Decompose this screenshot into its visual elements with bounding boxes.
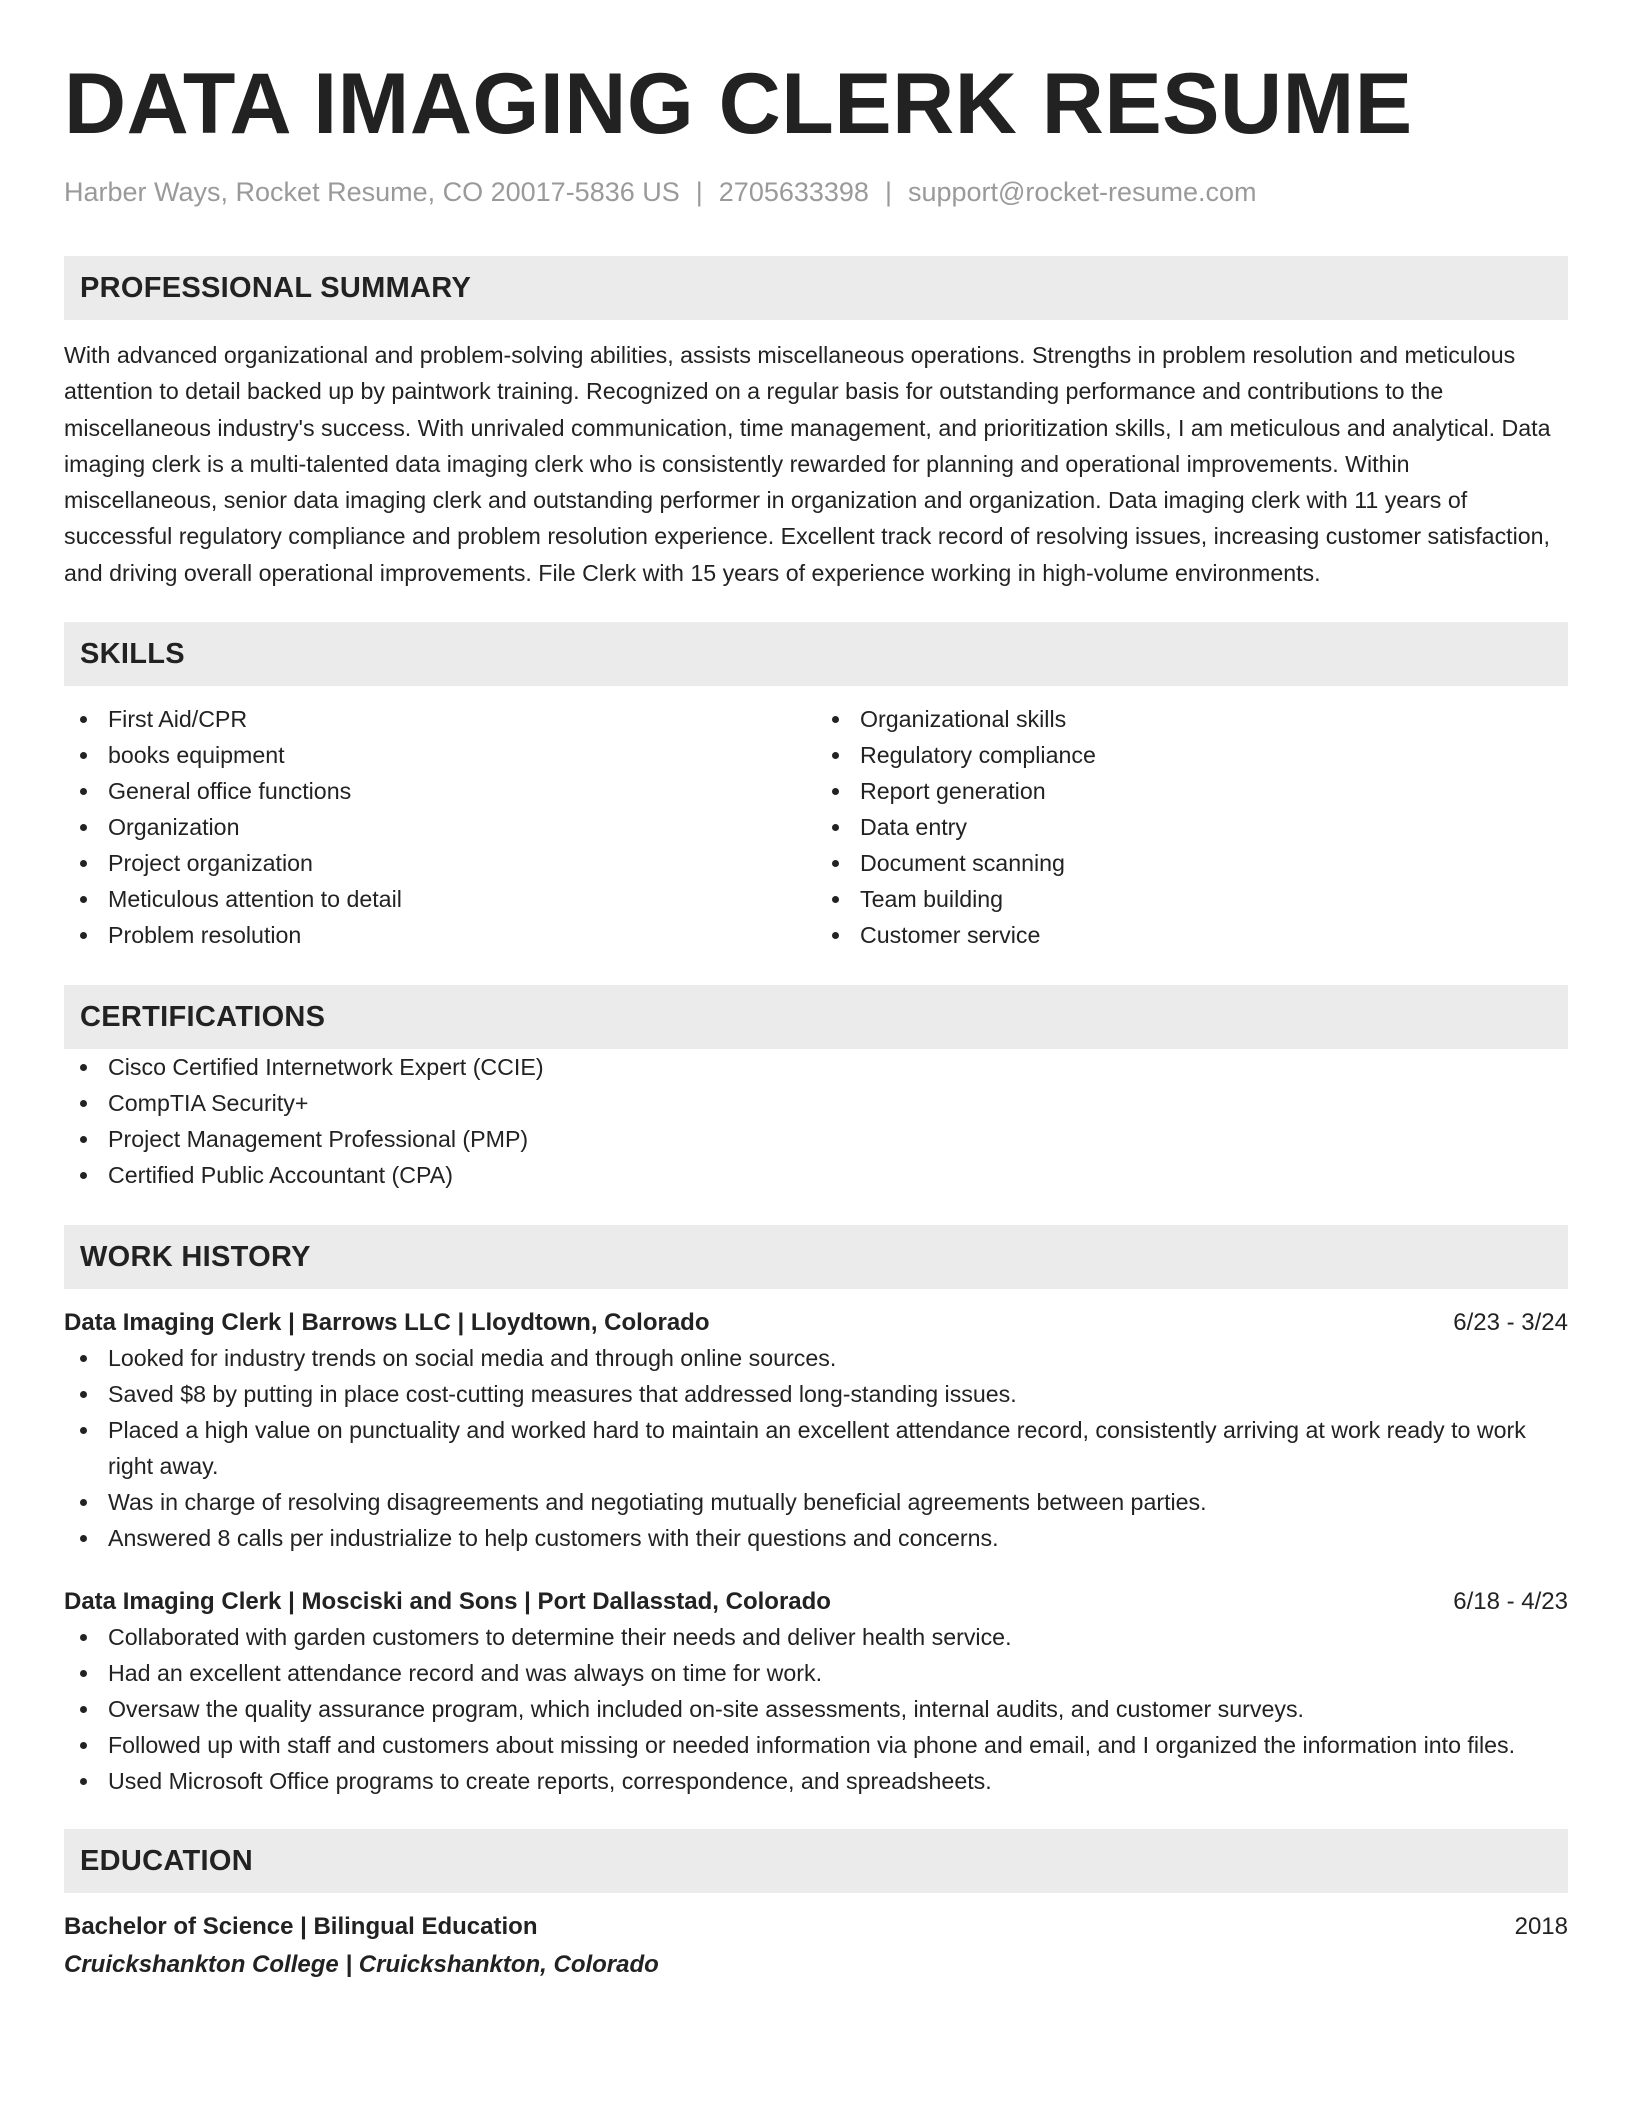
job-entry (64, 1306, 1568, 1556)
skills-list-right (816, 701, 1568, 953)
certification-item: Cisco Certified Internetwork Expert (CCIE) (64, 1049, 1568, 1085)
job-duty-item: Saved $8 by putting in place cost-cutting measures that addressed long-standing issues. (64, 1376, 1568, 1412)
skills-heading: SKILLS (64, 622, 1568, 686)
certification-item: CompTIA Security+ (64, 1085, 1568, 1121)
education-degree: Bachelor of Science | Bilingual Education (64, 1913, 538, 1941)
skill-item: Document scanning (816, 845, 1568, 881)
contact-phone: 2705633398 (718, 177, 869, 207)
job-entry (64, 1585, 1568, 1799)
skill-item: Team building (816, 881, 1568, 917)
job-duty-item: Was in charge of resolving disagreements and negotiating mutually beneficial agreements between parties. (64, 1484, 1568, 1520)
skill-item: Meticulous attention to detail (64, 881, 816, 917)
skill-item: Regulatory compliance (816, 737, 1568, 773)
job-duty-item: Had an excellent attendance record and was always on time for work. (64, 1655, 1568, 1691)
education-school: Cruickshankton College | Cruickshankton, Colorado (64, 1951, 659, 1979)
education-entry (64, 1910, 1568, 1982)
contact-address: Harber Ways, Rocket Resume, CO 20017-5836 US (64, 177, 680, 207)
job-duty-item: Followed up with staff and customers about missing or needed information via phone and email, and I organized the information into files. (64, 1727, 1568, 1763)
resume-title: DATA IMAGING CLERK RESUME (64, 56, 1413, 152)
education-heading: EDUCATION (64, 1829, 1568, 1893)
skill-item: First Aid/CPR (64, 701, 816, 737)
job-duty-item: Used Microsoft Office programs to create reports, correspondence, and spreadsheets. (64, 1763, 1568, 1799)
skill-item: Customer service (816, 917, 1568, 953)
contact-email: support@rocket-resume.com (907, 177, 1257, 207)
job-header (64, 1306, 1568, 1340)
job-title: Data Imaging Clerk | Mosciski and Sons | Port Dallasstad, Colorado (64, 1588, 831, 1616)
work-history-heading: WORK HISTORY (64, 1225, 1568, 1289)
education-header (64, 1910, 1568, 1944)
skill-item: Organization (64, 809, 816, 845)
contact-separator: | (695, 177, 703, 207)
skill-item: Data entry (816, 809, 1568, 845)
certifications-heading: CERTIFICATIONS (64, 985, 1568, 1049)
skill-item: Report generation (816, 773, 1568, 809)
job-duty-item: Placed a high value on punctuality and worked hard to maintain an excellent attendance record, consistently arriving at work ready to work right away. (64, 1412, 1568, 1484)
certifications-list (64, 1049, 1568, 1193)
contact-line (64, 174, 1568, 210)
job-title: Data Imaging Clerk | Barrows LLC | Lloydtown, Colorado (64, 1309, 710, 1337)
skills-column-right (816, 701, 1568, 953)
job-duty-item: Answered 8 calls per industrialize to help customers with their questions and concerns. (64, 1520, 1568, 1556)
job-dates: 6/18 - 4/23 (1453, 1588, 1568, 1616)
contact-separator: | (884, 177, 892, 207)
summary-text: With advanced organizational and problem-solving abilities, assists miscellaneous operations. Strengths in problem resolution and meticulous attention to detail backed up by paintwork training. Recognized on a regular basis for outstanding performance and contributions to the miscellaneous industry's success. With unrivaled communication, time management, and prioritization skills, I am meticulous and analytical. Data imaging clerk is a multi-talented data imaging clerk who is consistently rewarded for planning and operational improvements. Within miscellaneous, senior data imaging clerk and outstanding performer in organization and organization. Data imaging clerk with 11 years of successful regulatory compliance and problem resolution experience. Excellent track record of resolving issues, increasing customer satisfaction, and driving overall operational improvements. File Clerk with 15 years of experience working in high-volume environments. (64, 342, 1551, 586)
education-year: 2018 (1514, 1913, 1568, 1941)
skills-list-left (64, 701, 816, 953)
skill-item: books equipment (64, 737, 816, 773)
skill-item: Project organization (64, 845, 816, 881)
job-header (64, 1585, 1568, 1619)
summary-heading: PROFESSIONAL SUMMARY (64, 256, 1568, 320)
certification-item: Certified Public Accountant (CPA) (64, 1157, 1568, 1193)
skill-item: Problem resolution (64, 917, 816, 953)
skills-column-left (64, 701, 816, 953)
skills-grid (64, 701, 1568, 953)
job-duties-list (64, 1619, 1568, 1799)
skill-item: General office functions (64, 773, 816, 809)
job-duty-item: Collaborated with garden customers to determine their needs and deliver health service. (64, 1619, 1568, 1655)
certification-item: Project Management Professional (PMP) (64, 1121, 1568, 1157)
skill-item: Organizational skills (816, 701, 1568, 737)
job-duty-item: Oversaw the quality assurance program, which included on-site assessments, internal audits, and customer surveys. (64, 1691, 1568, 1727)
job-duty-item: Looked for industry trends on social media and through online sources. (64, 1340, 1568, 1376)
job-dates: 6/23 - 3/24 (1453, 1309, 1568, 1337)
job-duties-list (64, 1340, 1568, 1556)
